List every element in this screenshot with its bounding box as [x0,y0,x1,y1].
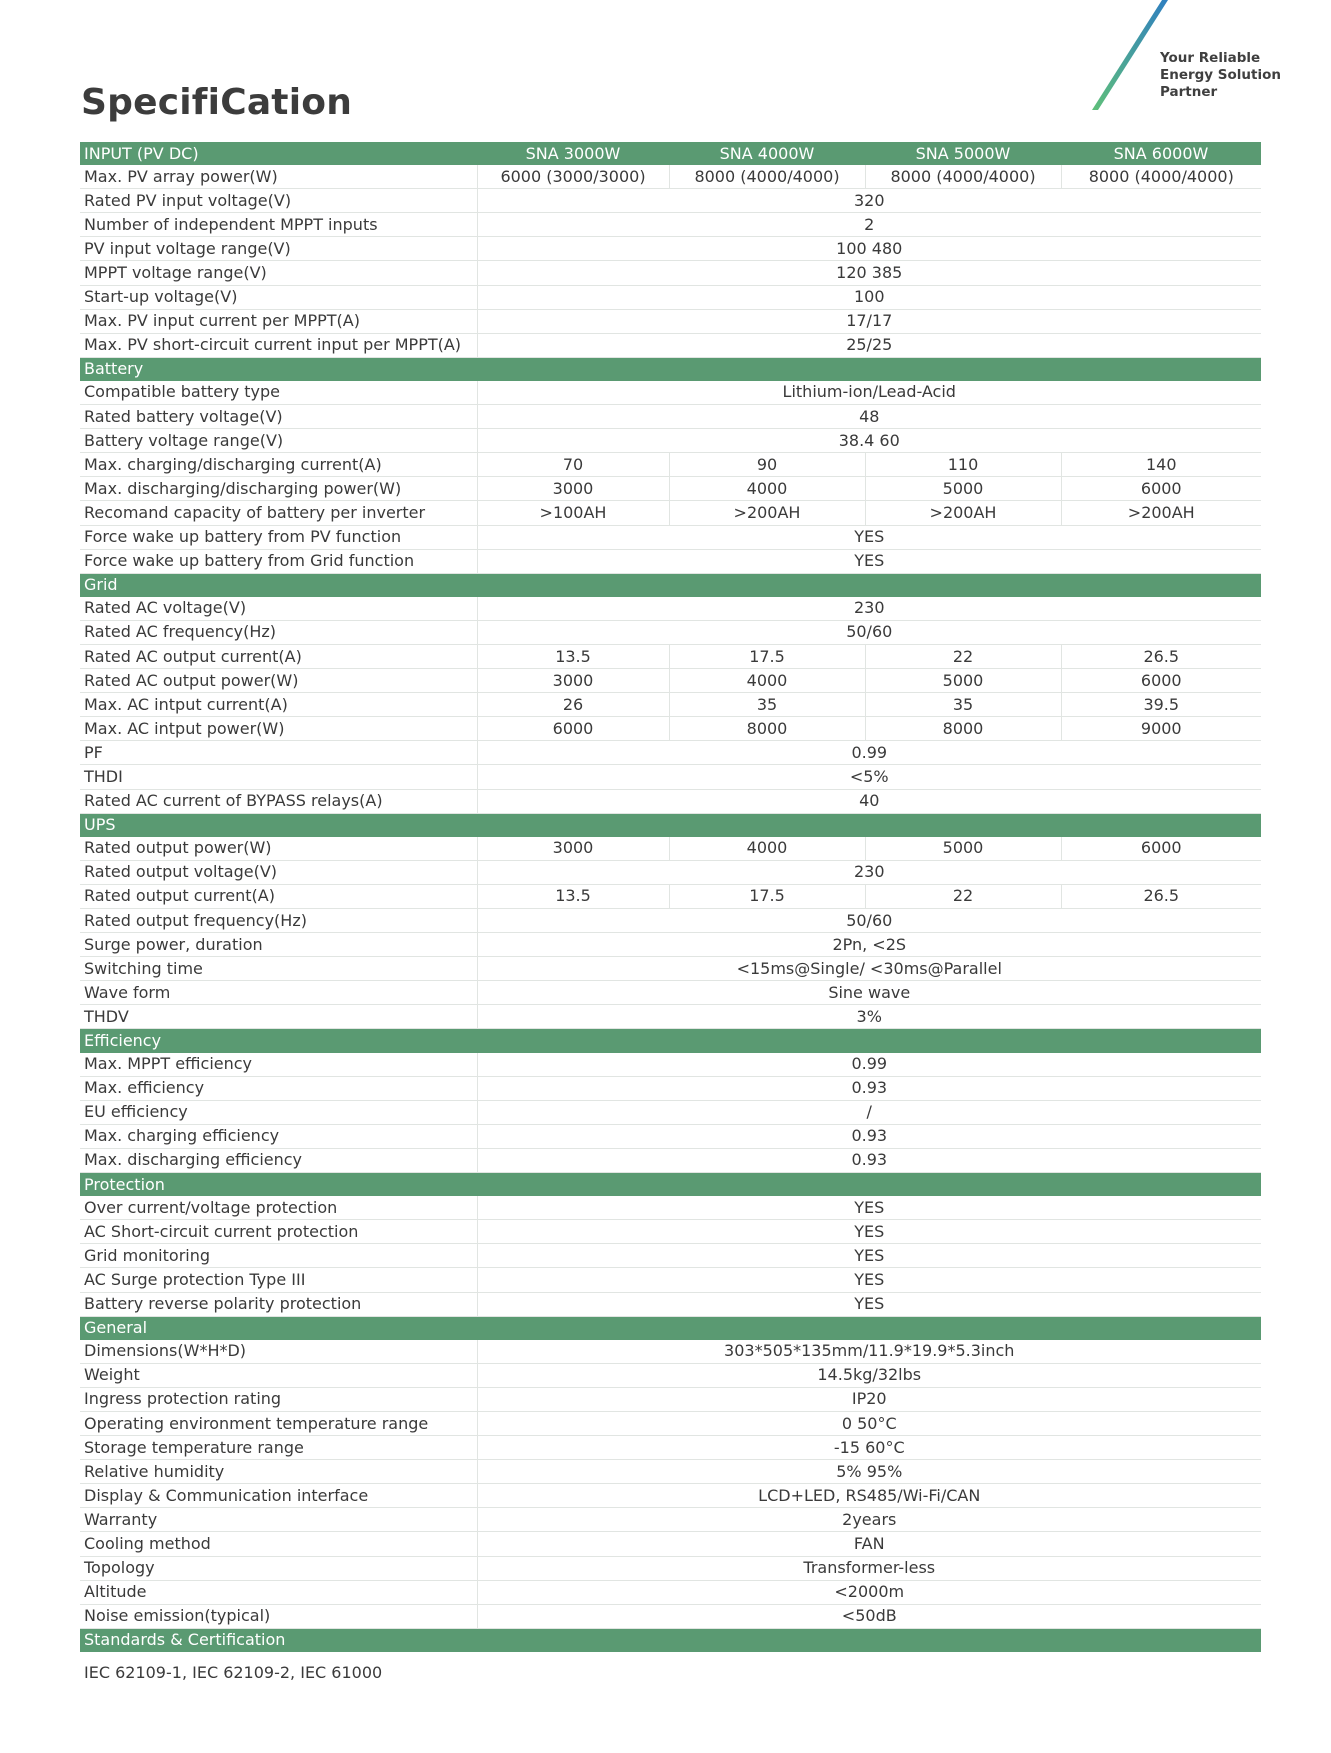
spec-row [80,405,1261,429]
model-header: SNA 4000W [669,142,865,165]
spec-row [80,1411,1261,1435]
spec-row [80,693,1261,717]
tagline-line: Partner [1160,84,1218,100]
section-title: Protection [80,1173,1261,1197]
spec-label: Rated battery voltage(V) [80,405,477,429]
spec-value-model: 8000 (4000/4000) [669,165,865,189]
spec-value: YES [477,525,1261,549]
section-title: Battery [80,357,1261,381]
spec-row [80,789,1261,813]
spec-label: Max. charging/discharging current(A) [80,453,477,477]
spec-label: Max. AC intput current(A) [80,693,477,717]
spec-value-model: 5000 [865,477,1061,501]
spec-value: -15 60°C [477,1436,1261,1460]
spec-row [80,477,1261,501]
model-header: SNA 6000W [1061,142,1261,165]
spec-value: 100 480 [477,237,1261,261]
spec-row [80,1363,1261,1387]
spec-value: 50/60 [477,909,1261,933]
spec-value-model: 5000 [865,837,1061,861]
spec-value: YES [477,1220,1261,1244]
spec-value-model: 22 [865,884,1061,908]
spec-row [80,909,1261,933]
page-title: SpecifiCation [81,82,353,123]
spec-value-model: 6000 (3000/3000) [477,165,669,189]
spec-value: 50/60 [477,620,1261,644]
spec-value: 0.93 [477,1076,1261,1100]
spec-value: FAN [477,1532,1261,1556]
spec-value-model: 39.5 [1061,693,1261,717]
spec-label: Rated output voltage(V) [80,860,477,884]
spec-row [80,981,1261,1005]
spec-row [80,189,1261,213]
model-header: SNA 5000W [865,142,1061,165]
spec-value-model: 3000 [477,837,669,861]
spec-label: Display & Communication interface [80,1484,477,1508]
spec-label: Force wake up battery from Grid function [80,549,477,573]
spec-value: 25/25 [477,333,1261,357]
spec-value-model: 13.5 [477,644,669,668]
spec-value-model: 6000 [1061,669,1261,693]
spec-label: Dimensions(W*H*D) [80,1340,477,1364]
spec-value-model: 13.5 [477,884,669,908]
spec-row [80,309,1261,333]
spec-row [80,957,1261,981]
spec-value-model: >100AH [477,501,669,525]
spec-label: Max. PV array power(W) [80,165,477,189]
spec-row [80,717,1261,741]
section-title: General [80,1316,1261,1340]
spec-value: 230 [477,597,1261,621]
certification-list: IEC 62109-1, IEC 62109-2, IEC 61000 [84,1663,383,1682]
spec-value-model: 4000 [669,477,865,501]
spec-value-model: >200AH [1061,501,1261,525]
spec-label: Force wake up battery from PV function [80,525,477,549]
spec-label: Max. AC intput power(W) [80,717,477,741]
spec-row [80,644,1261,668]
spec-value: 5% 95% [477,1460,1261,1484]
spec-row [80,1556,1261,1580]
spec-label: Relative humidity [80,1460,477,1484]
spec-row [80,1148,1261,1172]
spec-label: Max. PV short-circuit current input per MPPT(A) [80,333,477,357]
spec-value: 320 [477,189,1261,213]
spec-value: 303*505*135mm/11.9*19.9*5.3inch [477,1340,1261,1364]
spec-label: Rated output current(A) [80,884,477,908]
spec-row [80,1580,1261,1604]
spec-value: Transformer-less [477,1556,1261,1580]
section-header [80,813,1261,837]
spec-row [80,597,1261,621]
spec-label: Wave form [80,981,477,1005]
spec-label: AC Surge protection Type III [80,1268,477,1292]
spec-value: 120 385 [477,261,1261,285]
spec-row [80,884,1261,908]
spec-label: Operating environment temperature range [80,1411,477,1435]
spec-row [80,261,1261,285]
spec-value-model: 4000 [669,837,865,861]
spec-row [80,669,1261,693]
spec-value: 230 [477,860,1261,884]
spec-value-model: 9000 [1061,717,1261,741]
spec-row [80,333,1261,357]
spec-value: YES [477,1268,1261,1292]
spec-value-model: 140 [1061,453,1261,477]
section-title: INPUT (PV DC) [80,142,477,165]
spec-value-model: 5000 [865,669,1061,693]
spec-value: Sine wave [477,981,1261,1005]
spec-label: Rated AC current of BYPASS relays(A) [80,789,477,813]
section-title: Standards & Certification [80,1628,1261,1652]
spec-row [80,453,1261,477]
spec-row [80,933,1261,957]
spec-value-model: 17.5 [669,644,865,668]
section-header [80,573,1261,597]
spec-label: Compatible battery type [80,381,477,405]
spec-label: Rated AC voltage(V) [80,597,477,621]
spec-label: Storage temperature range [80,1436,477,1460]
specification-table [80,142,1261,1652]
spec-row [80,1532,1261,1556]
spec-value-model: 4000 [669,669,865,693]
spec-value-model: 6000 [477,717,669,741]
spec-value-model: 26.5 [1061,644,1261,668]
spec-value-model: 8000 (4000/4000) [865,165,1061,189]
spec-value: 2 [477,213,1261,237]
spec-label: Battery voltage range(V) [80,429,477,453]
spec-label: PF [80,741,477,765]
spec-row [80,1076,1261,1100]
spec-row [80,237,1261,261]
spec-value: YES [477,1244,1261,1268]
spec-row [80,1436,1261,1460]
spec-value: Lithium-ion/Lead-Acid [477,381,1261,405]
spec-row [80,549,1261,573]
spec-row [80,1244,1261,1268]
spec-value: 2years [477,1508,1261,1532]
spec-value: 100 [477,285,1261,309]
spec-value: 2Pn, <2S [477,933,1261,957]
spec-row [80,285,1261,309]
spec-label: Rated output frequency(Hz) [80,909,477,933]
spec-label: Switching time [80,957,477,981]
spec-row [80,381,1261,405]
section-header [80,1628,1261,1652]
spec-row [80,1340,1261,1364]
spec-row [80,741,1261,765]
spec-row [80,620,1261,644]
spec-label: Warranty [80,1508,477,1532]
spec-value: / [477,1100,1261,1124]
spec-label: Rated AC output current(A) [80,644,477,668]
spec-row [80,1196,1261,1220]
spec-value-model: 6000 [1061,477,1261,501]
spec-label: PV input voltage range(V) [80,237,477,261]
spec-row [80,1220,1261,1244]
spec-label: MPPT voltage range(V) [80,261,477,285]
spec-value: 14.5kg/32lbs [477,1363,1261,1387]
spec-value-model: 26.5 [1061,884,1261,908]
spec-label: AC Short-circuit current protection [80,1220,477,1244]
spec-label: Number of independent MPPT inputs [80,213,477,237]
section-header [80,1316,1261,1340]
spec-label: Max. MPPT efficiency [80,1053,477,1077]
spec-value-model: 8000 [669,717,865,741]
brand-tagline [1160,50,1320,101]
spec-value-model: 3000 [477,669,669,693]
spec-value: <5% [477,765,1261,789]
spec-label: Altitude [80,1580,477,1604]
spec-row [80,1484,1261,1508]
spec-row [80,1508,1261,1532]
spec-value: 0.93 [477,1124,1261,1148]
section-title: Efficiency [80,1029,1261,1053]
spec-label: Ingress protection rating [80,1387,477,1411]
spec-row [80,1604,1261,1628]
brand-slash-logo [1090,0,1170,112]
spec-value-model: 26 [477,693,669,717]
spec-label: EU efficiency [80,1100,477,1124]
spec-value: YES [477,1196,1261,1220]
section-title: Grid [80,573,1261,597]
section-header [80,357,1261,381]
spec-label: Max. discharging efficiency [80,1148,477,1172]
spec-label: Rated AC output power(W) [80,669,477,693]
spec-row [80,1100,1261,1124]
spec-label: Weight [80,1363,477,1387]
spec-value-model: 22 [865,644,1061,668]
spec-value: LCD+LED, RS485/Wi-Fi/CAN [477,1484,1261,1508]
spec-row [80,1268,1261,1292]
spec-value-model: 6000 [1061,837,1261,861]
spec-value: <50dB [477,1604,1261,1628]
tagline-line: Your Reliable [1160,50,1261,66]
spec-value-model: 3000 [477,477,669,501]
spec-row [80,1460,1261,1484]
spec-value: <15ms@Single/ <30ms@Parallel [477,957,1261,981]
spec-row [80,1387,1261,1411]
spec-label: Over current/voltage protection [80,1196,477,1220]
spec-value-model: 35 [669,693,865,717]
spec-value: YES [477,549,1261,573]
spec-label: Topology [80,1556,477,1580]
spec-value-model: 8000 [865,717,1061,741]
spec-label: Battery reverse polarity protection [80,1292,477,1316]
section-header [80,1173,1261,1197]
spec-row [80,501,1261,525]
spec-value: 3% [477,1005,1261,1029]
section-header [80,1029,1261,1053]
spec-row [80,765,1261,789]
section-header-input-pv-dc [80,142,1261,165]
spec-row [80,1005,1261,1029]
spec-label: Max. efficiency [80,1076,477,1100]
spec-label: Surge power, duration [80,933,477,957]
spec-value: IP20 [477,1387,1261,1411]
spec-value-model: 70 [477,453,669,477]
spec-value-model: 110 [865,453,1061,477]
spec-row [80,429,1261,453]
spec-label: THDI [80,765,477,789]
spec-label: Rated AC frequency(Hz) [80,620,477,644]
spec-label: Rated PV input voltage(V) [80,189,477,213]
spec-value-model: 90 [669,453,865,477]
spec-value: 0.99 [477,1053,1261,1077]
spec-row [80,165,1261,189]
spec-label: Grid monitoring [80,1244,477,1268]
spec-value: 0 50°C [477,1411,1261,1435]
spec-value: 40 [477,789,1261,813]
spec-label: Max. charging efficiency [80,1124,477,1148]
spec-value-model: 35 [865,693,1061,717]
spec-row [80,837,1261,861]
spec-value: 0.93 [477,1148,1261,1172]
spec-value: YES [477,1292,1261,1316]
spec-label: Start-up voltage(V) [80,285,477,309]
spec-label: Noise emission(typical) [80,1604,477,1628]
spec-row [80,525,1261,549]
spec-value-model: 17.5 [669,884,865,908]
spec-value: <2000m [477,1580,1261,1604]
spec-row [80,213,1261,237]
spec-label: Recomand capacity of battery per inverter [80,501,477,525]
spec-value: 0.99 [477,741,1261,765]
tagline-line: Energy Solution [1160,67,1282,83]
spec-row [80,860,1261,884]
spec-value-model: >200AH [865,501,1061,525]
section-title: UPS [80,813,1261,837]
spec-row [80,1053,1261,1077]
spec-value: 38.4 60 [477,429,1261,453]
spec-row [80,1292,1261,1316]
model-header: SNA 3000W [477,142,669,165]
spec-label: Max. PV input current per MPPT(A) [80,309,477,333]
spec-value: 17/17 [477,309,1261,333]
spec-value-model: >200AH [669,501,865,525]
spec-label: THDV [80,1005,477,1029]
spec-value: 48 [477,405,1261,429]
spec-label: Cooling method [80,1532,477,1556]
spec-row [80,1124,1261,1148]
spec-label: Max. discharging/discharging power(W) [80,477,477,501]
spec-value-model: 8000 (4000/4000) [1061,165,1261,189]
spec-label: Rated output power(W) [80,837,477,861]
